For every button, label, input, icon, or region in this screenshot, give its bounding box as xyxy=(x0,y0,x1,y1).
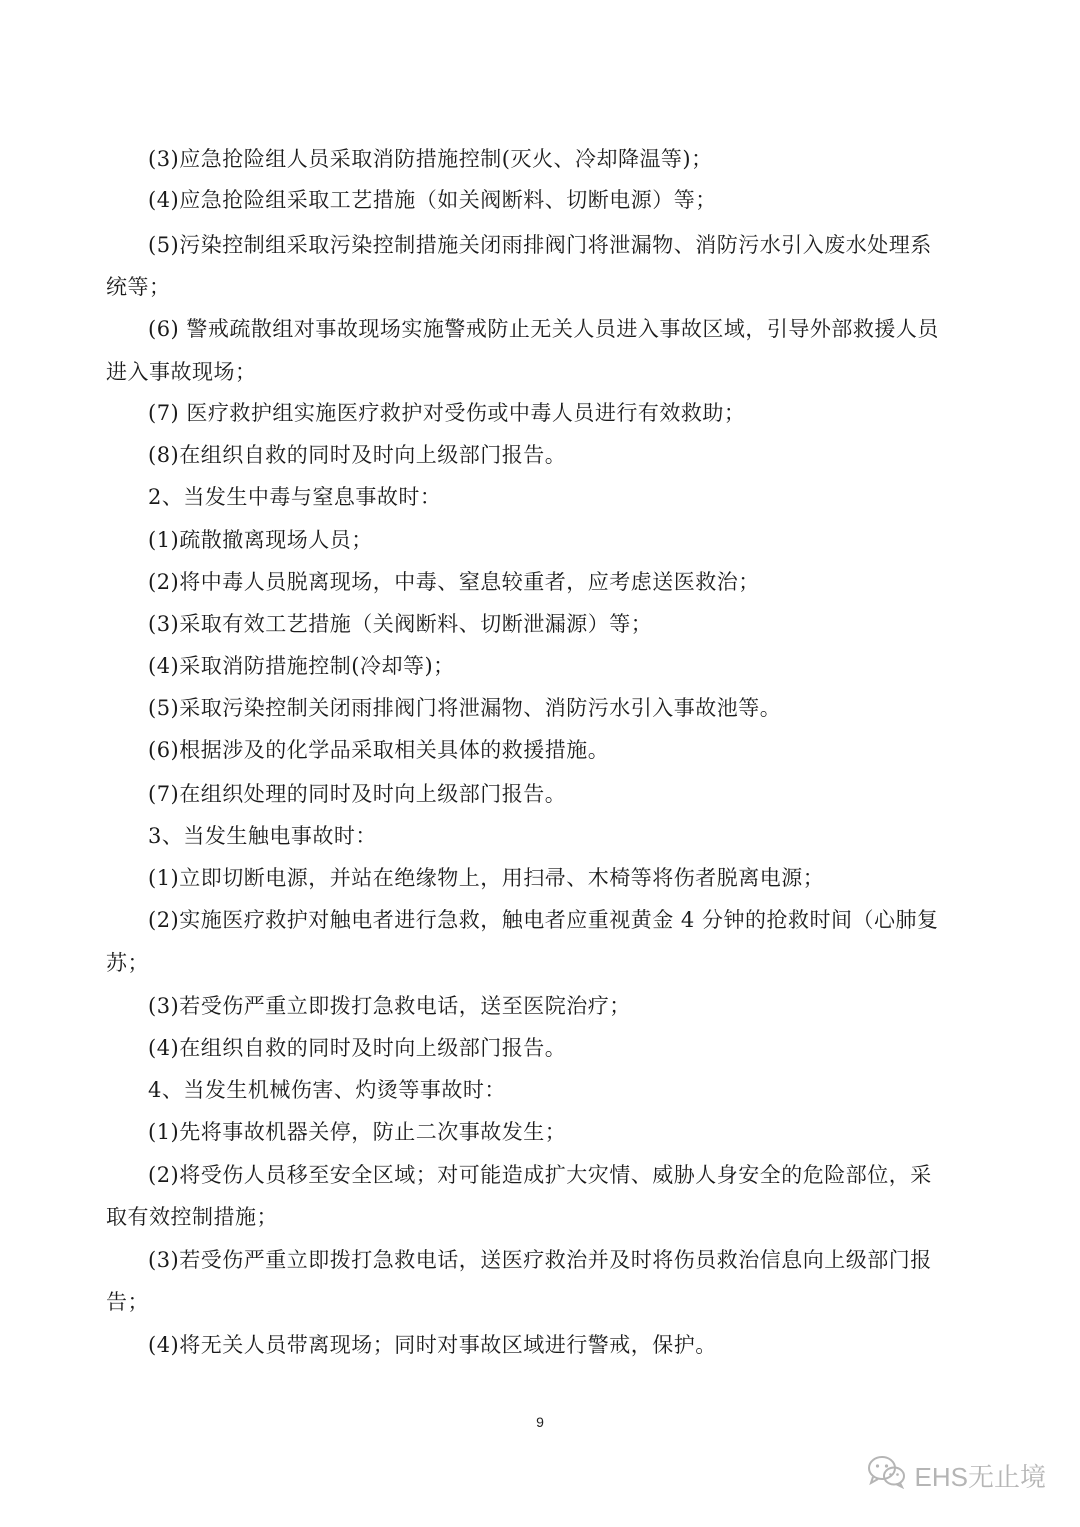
text-line: (2)实施医疗救护对触电者进行急救，触电者应重视黄金 4 分钟的抢救时间（心肺复 xyxy=(148,908,939,932)
text-line: (2)将中毒人员脱离现场，中毒、窒息较重者，应考虑送医救治； xyxy=(148,570,760,594)
text-line: (4)在组织自救的同时及时向上级部门报告。 xyxy=(148,1036,567,1060)
text-line: (2)将受伤人员移至安全区域；对可能造成扩大灾情、威胁人身安全的危险部位，采 xyxy=(148,1163,932,1187)
text-line: 统等； xyxy=(106,275,171,299)
text-line: (4)将无关人员带离现场；同时对事故区域进行警戒，保护。 xyxy=(148,1333,717,1357)
text-line: (1)先将事故机器关停，防止二次事故发生； xyxy=(148,1120,567,1144)
text-line: (1)疏散撤离现场人员； xyxy=(148,528,373,552)
text-line: (5)污染控制组采取污染控制措施关闭雨排阀门将泄漏物、消防污水引入废水处理系 xyxy=(148,233,932,257)
text-line: (3)应急抢险组人员采取消防措施控制(灭火、冷却降温等)； xyxy=(148,147,713,171)
text-line: 进入事故现场； xyxy=(106,360,257,384)
text-line: (5)采取污染控制关闭雨排阀门将泄漏物、消防污水引入事故池等。 xyxy=(148,696,782,720)
section-heading: 4、当发生机械伤害、灼烫等事故时： xyxy=(148,1078,506,1102)
watermark-text: EHS无止境 xyxy=(914,1462,1046,1492)
text-line: (3)若受伤严重立即拨打急救电话，送医疗救治并及时将伤员救治信息向上级部门报 xyxy=(148,1248,932,1272)
text-line: 取有效控制措施； xyxy=(106,1205,278,1229)
text-line: (3)采取有效工艺措施（关阀断料、切断泄漏源）等； xyxy=(148,612,653,636)
text-line: (8)在组织自救的同时及时向上级部门报告。 xyxy=(148,443,567,467)
text-line: (6)根据涉及的化学品采取相关具体的救援措施。 xyxy=(148,738,610,762)
text-line: (1)立即切断电源，并站在绝缘物上，用扫帚、木椅等将伤者脱离电源； xyxy=(148,866,825,890)
section-heading: 2、当发生中毒与窒息事故时： xyxy=(148,485,442,509)
text-line: (3)若受伤严重立即拨打急救电话，送至医院治疗； xyxy=(148,994,631,1018)
section-heading: 3、当发生触电事故时： xyxy=(148,824,377,848)
text-line: (4)采取消防措施控制(冷却等)； xyxy=(148,654,455,678)
watermark xyxy=(867,1455,1046,1496)
text-line: (7) 医疗救护组实施医疗救护对受伤或中毒人员进行有效救助； xyxy=(148,401,746,425)
text-line: 告； xyxy=(106,1290,149,1314)
wechat-icon xyxy=(867,1455,907,1496)
text-line: (7)在组织处理的同时及时向上级部门报告。 xyxy=(148,782,567,806)
text-line: 苏； xyxy=(106,951,149,975)
page-number: 9 xyxy=(536,1414,544,1430)
text-line: (6) 警戒疏散组对事故现场实施警戒防止无关人员进入事故区域，引导外部救援人员 xyxy=(148,317,939,341)
text-line: (4)应急抢险组采取工艺措施（如关阀断料、切断电源）等； xyxy=(148,188,717,212)
